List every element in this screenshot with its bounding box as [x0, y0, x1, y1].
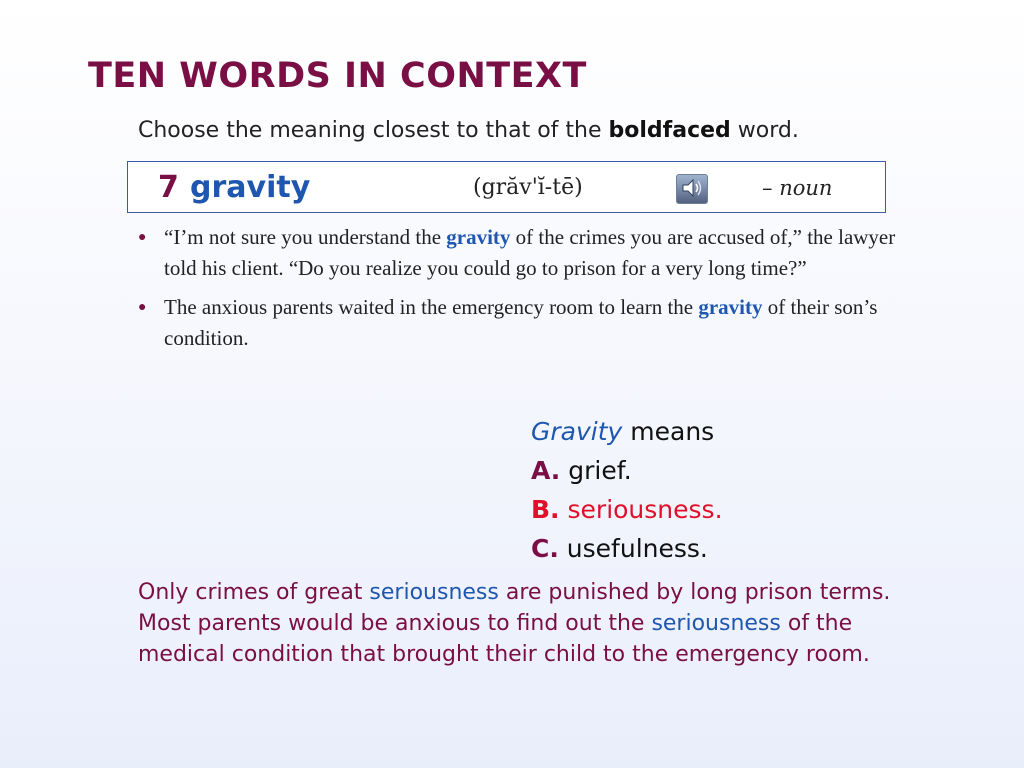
example-sentences — [138, 222, 908, 362]
explanation-text — [138, 577, 938, 670]
page-title: TEN WORDS IN CONTEXT — [88, 56, 587, 96]
explanation-part-1: Only crimes of great — [138, 580, 370, 605]
example-2-before: The anxious parents waited in the emergency room to learn the — [164, 295, 699, 319]
option-b-text: seriousness. — [559, 495, 723, 524]
option-a-text: grief. — [560, 456, 632, 485]
bullet-icon: ● — [138, 300, 147, 315]
option-a[interactable] — [531, 451, 723, 490]
explanation-highlight-2: seriousness — [651, 611, 781, 636]
option-a-letter: A. — [531, 456, 561, 485]
example-1-after: of the crimes you are accused of,” the lawyer told his client. “Do you realize you could go to prison for a very long time?” — [164, 225, 896, 280]
instruction-after: word. — [730, 118, 799, 143]
part-of-speech — [762, 176, 832, 200]
vocabulary-word-box — [127, 161, 886, 213]
example-sentence-1 — [138, 222, 908, 284]
part-of-speech-dash: – — [762, 176, 780, 200]
option-b-letter: B. — [531, 495, 560, 524]
bullet-icon: ● — [138, 230, 147, 245]
pronunciation: (grăv'ĭ-tē) — [473, 175, 583, 200]
question-word: Gravity — [531, 417, 623, 446]
speaker-icon[interactable] — [676, 174, 708, 204]
example-sentence-2 — [138, 292, 908, 354]
question-prompt — [531, 412, 723, 451]
option-c[interactable] — [531, 529, 723, 568]
explanation-part-2: are punished by long prison terms. Most parents would be anxious to find out the — [138, 580, 891, 636]
option-b[interactable] — [531, 490, 723, 529]
vocabulary-word: gravity — [190, 170, 311, 205]
example-1-keyword: gravity — [446, 225, 511, 249]
option-c-letter: C. — [531, 534, 559, 563]
instruction-bold-word: boldfaced — [608, 118, 731, 143]
option-c-text: usefulness. — [558, 534, 708, 563]
word-number: 7 — [158, 170, 179, 205]
instruction-text — [138, 118, 799, 143]
explanation-part-3: of the medical condition that brought their child to the emergency room. — [138, 611, 870, 667]
explanation-highlight-1: seriousness — [369, 580, 499, 605]
question-means: means — [622, 417, 715, 446]
example-1-before: “I’m not sure you understand the — [164, 225, 447, 249]
example-2-keyword: gravity — [698, 295, 763, 319]
speaker-icon-graphic — [680, 177, 704, 199]
part-of-speech-label: noun — [779, 176, 833, 200]
instruction-before: Choose the meaning closest to that of the — [138, 118, 609, 143]
example-2-after: of their son’s condition. — [164, 295, 878, 350]
question-block — [531, 412, 723, 568]
